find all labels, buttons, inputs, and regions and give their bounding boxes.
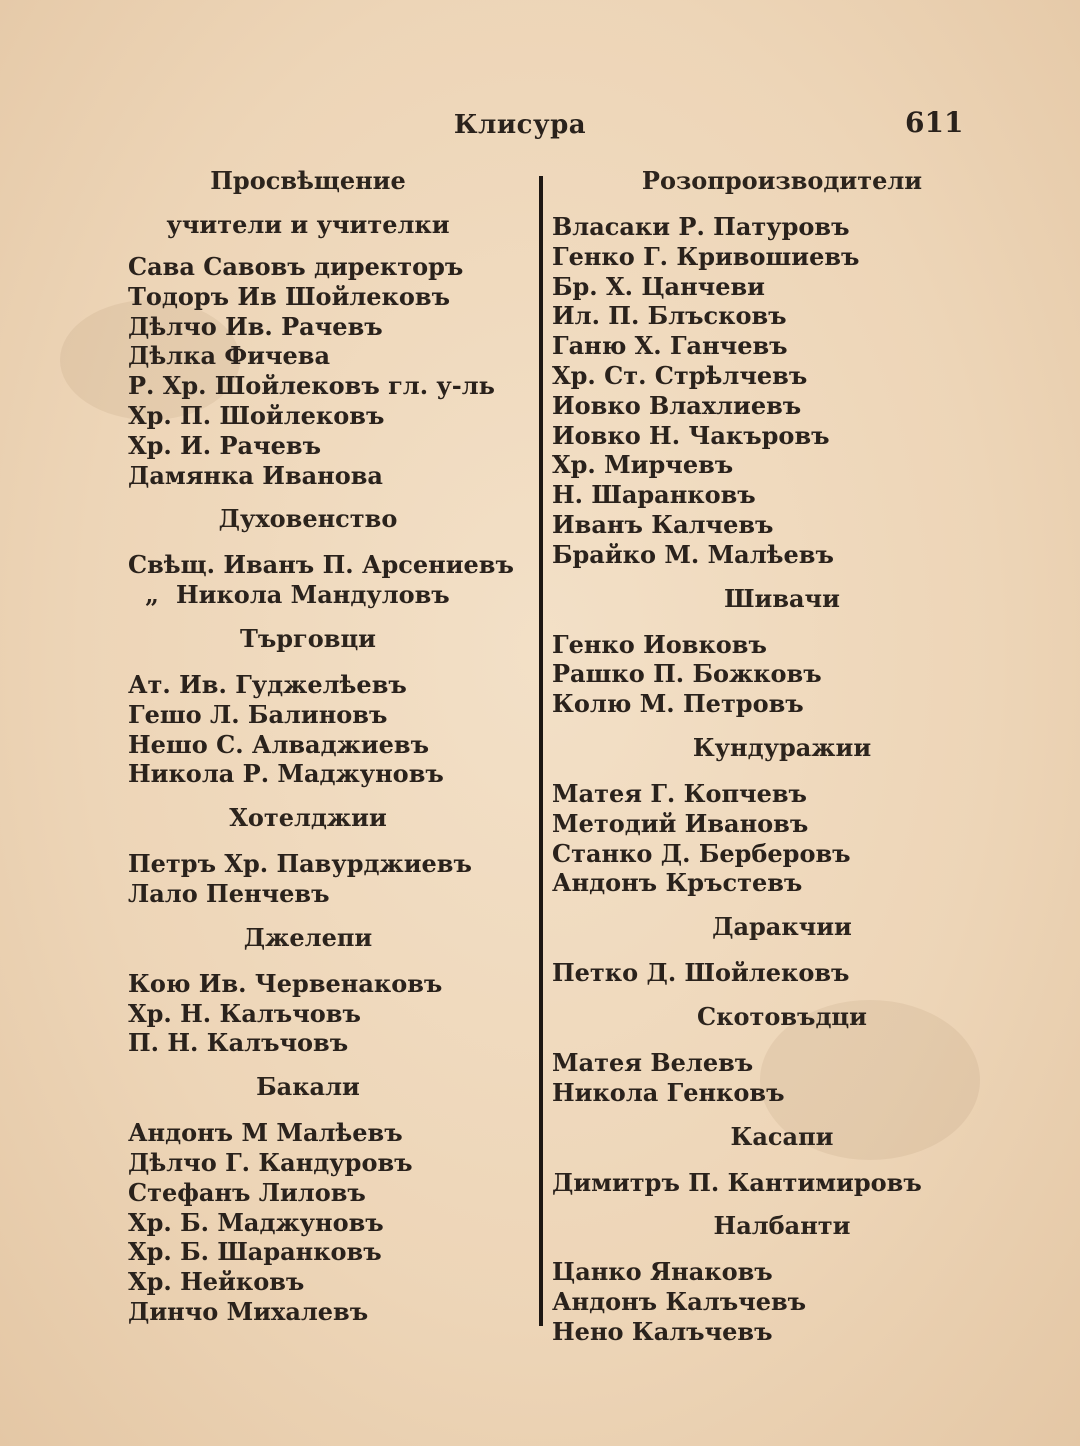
section-cattle-dealers (128, 923, 518, 1058)
entry-list (128, 969, 518, 1058)
list-item: Хр. Б. Маджуновъ (128, 1207, 384, 1237)
list-item: Брайко М. Малѣевъ (552, 539, 834, 569)
list-item: Сава Савовъ директоръ (128, 252, 464, 281)
entry-list (128, 1118, 518, 1327)
list-item: Хр. Мирчевъ (552, 450, 734, 480)
column-divider-rule (539, 176, 543, 1326)
section-shoemakers (552, 733, 952, 898)
entry-list (552, 1048, 952, 1108)
list-item: Методий Ивановъ (552, 808, 809, 838)
list-item: Свѣщ. Иванъ П. Арсениевъ (128, 550, 514, 580)
section-butchers (552, 1122, 952, 1198)
section-heading: Просвѣщение (210, 166, 406, 195)
list-item: Димитръ П. Кантимировъ (552, 1167, 922, 1197)
entry-list (552, 779, 952, 898)
list-item: Хр. Нейковъ (128, 1267, 305, 1297)
list-item-text: Никола Мандуловъ (176, 580, 450, 610)
list-item: Дѣлчо Г. Кандуровъ (128, 1147, 413, 1177)
entry-list (552, 212, 952, 570)
page-number: 611 (905, 106, 964, 139)
list-item: Власаки Р. Патуровъ (552, 212, 850, 241)
list-item: Петръ Хр. Павурджиевъ (128, 849, 472, 879)
section-farriers (552, 1211, 952, 1346)
list-item: Хр. И. Рачевъ (128, 430, 322, 460)
list-item: Хр. П. Шойлековъ (128, 400, 385, 430)
section-heading: Налбанти (713, 1211, 851, 1241)
section-heading: Касапи (730, 1121, 834, 1151)
list-item: Генко Г. Кривошиевъ (552, 241, 860, 271)
section-tailors (552, 584, 952, 719)
ditto-mark: „ (145, 580, 159, 610)
section-heading: Джелепи (243, 922, 373, 952)
list-item: Дамянка Иванова (128, 460, 383, 490)
list-item: Н. Шаранковъ (552, 480, 756, 510)
list-item (128, 580, 518, 610)
list-item: Колю М. Петровъ (552, 689, 804, 719)
list-item: Андонъ Кръстевъ (552, 868, 803, 898)
list-item: Никола Р. Маджуновъ (128, 759, 444, 789)
list-item: Иванъ Калчевъ (552, 509, 774, 539)
section-subheading: учители и учителки (166, 210, 450, 239)
entry-list (128, 550, 518, 610)
list-item: Петко Д. Шойлековъ (552, 958, 850, 988)
list-item: Р. Хр. Шойлековъ гл. у-ль (128, 371, 495, 401)
entry-list (552, 958, 952, 988)
list-item: Цанко Янаковъ (552, 1257, 773, 1287)
list-item: Матея Велевъ (552, 1047, 754, 1077)
list-item: Иовко Н. Чакъровъ (552, 420, 830, 450)
list-item: Андонъ М Малѣевъ (128, 1118, 403, 1148)
list-item: Станко Д. Берберовъ (552, 838, 851, 868)
list-item: Рашко П. Божковъ (552, 659, 822, 689)
list-item: Нено Калъчевъ (552, 1316, 773, 1346)
section-heading: Хотелджии (229, 803, 387, 833)
list-item: Лало Пенчевъ (128, 878, 330, 908)
list-item: П. Н. Калъчовъ (128, 1028, 349, 1058)
section-heading: Розопроизводители (641, 166, 923, 195)
section-hoteliers (128, 803, 518, 909)
list-item: Динчо Михалевъ (128, 1296, 369, 1326)
section-heading: Кундуражии (692, 732, 872, 762)
list-item: Нешо С. Алваджиевъ (128, 729, 429, 759)
entry-list (552, 1168, 952, 1198)
section-heading: Бакали (256, 1072, 360, 1102)
entry-list (552, 1257, 952, 1346)
list-item: Ат. Ив. Гуджелѣевъ (128, 669, 407, 699)
list-item: Ил. П. Блъсковъ (552, 301, 787, 331)
list-item: Хр. Б. Шаранковъ (128, 1237, 382, 1267)
section-heading: Шивачи (724, 583, 840, 613)
right-column (552, 166, 952, 1361)
section-education (128, 166, 518, 490)
running-head: Клисура (453, 110, 587, 140)
section-heading: Даракчии (712, 912, 852, 942)
section-wool-carders (552, 912, 952, 988)
section-rose-producers (552, 166, 952, 570)
section-heading: Духовенство (218, 504, 398, 534)
list-item: Андонъ Калъчевъ (552, 1287, 807, 1317)
list-item: Дѣлчо Ив. Рачевъ (128, 311, 383, 341)
section-merchants (128, 624, 518, 789)
list-item: Кою Ив. Червенаковъ (128, 968, 443, 998)
list-item: Дѣлка Фичева (128, 341, 331, 371)
entry-list (128, 849, 518, 909)
section-livestock-breeders (552, 1002, 952, 1108)
list-item: Стефанъ Лиловъ (128, 1177, 366, 1207)
left-column (128, 166, 518, 1341)
section-heading: Търговци (240, 623, 376, 653)
list-item: Матея Г. Копчевъ (552, 778, 807, 808)
list-item: Иовко Влахлиевъ (552, 390, 802, 420)
entry-list (128, 252, 518, 490)
list-item: Бр. Х. Цанчеви (552, 271, 765, 301)
list-item: Генко Иовковъ (552, 629, 767, 659)
list-item: Ганю Х. Ганчевъ (552, 331, 788, 361)
list-item: Тодоръ Ив Шойлековъ (128, 281, 450, 311)
entry-list (552, 630, 952, 719)
list-item: Хр. Н. Калъчовъ (128, 998, 361, 1028)
entry-list (128, 670, 518, 789)
section-grocers (128, 1072, 518, 1327)
section-clergy (128, 504, 518, 610)
list-item: Гешо Л. Балиновъ (128, 699, 388, 729)
list-item: Никола Генковъ (552, 1077, 785, 1107)
section-heading: Скотовъдци (697, 1001, 867, 1031)
list-item: Хр. Ст. Стрѣлчевъ (552, 360, 808, 390)
